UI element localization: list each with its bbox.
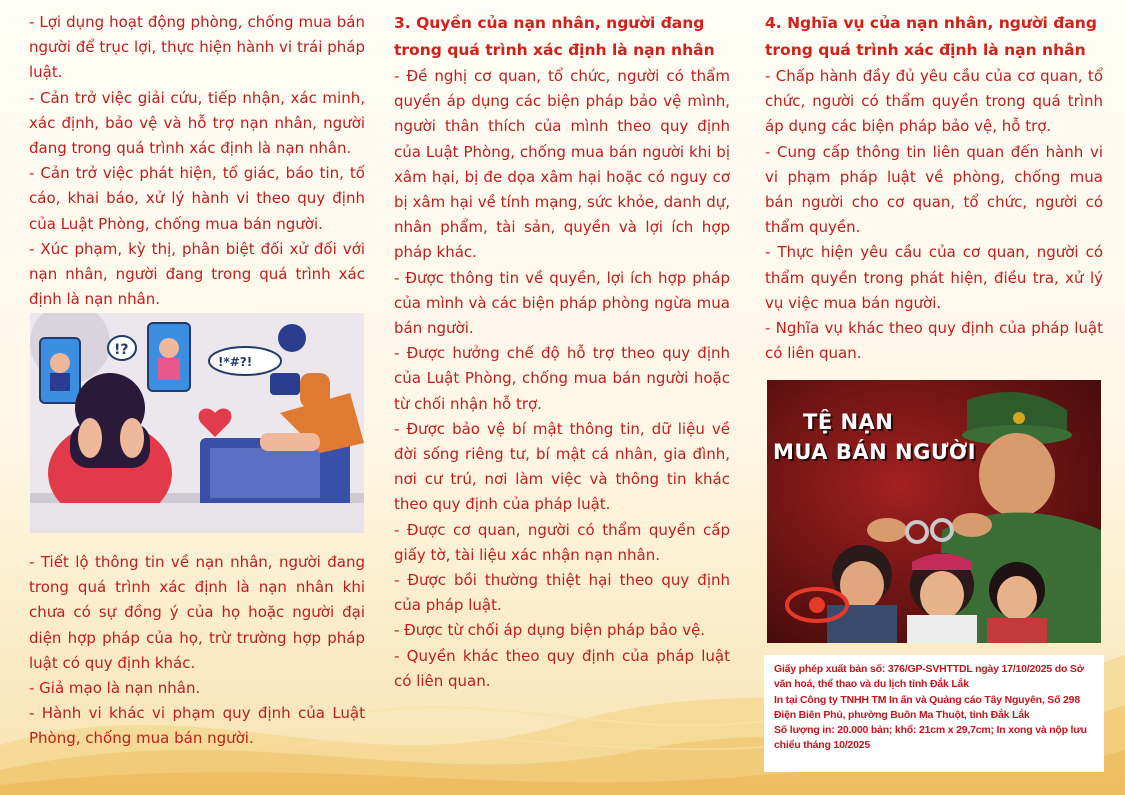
publication-license-box (764, 655, 1104, 772)
paragraph: - Được từ chối áp dụng biện pháp bảo vệ. (394, 621, 706, 640)
poster-title-line2: MUA BÁN NGƯỜI (773, 440, 977, 464)
paragraph: - Nghĩa vụ khác theo quy định của pháp luật có liên quan. (765, 319, 1103, 363)
section-heading-obligations: 4. Nghĩa vụ của nạn nhân, người đang trong quá trình xác định là nạn nhân (765, 14, 1097, 59)
license-line: Giấy phép xuất bản số: 376/GP-SVHTTDL ngày 17/10/2025 do Sở văn hoá, thể thao và du lịch tỉnh Đắk Lắk (774, 663, 1084, 691)
cyberbullying-illustration (30, 313, 364, 533)
human-trafficking-poster (767, 380, 1101, 643)
paragraph: - Lợi dụng hoạt động phòng, chống mua bán người để trục lợi, thực hiện hành vi trái pháp luật. (29, 13, 365, 82)
paragraph: - Giả mạo là nạn nhân. (29, 679, 201, 698)
column-prohibited-acts-continued (29, 550, 365, 752)
paragraph: - Đề nghị cơ quan, tổ chức, người có thẩm quyền áp dụng các biện pháp bảo vệ mình, người thân thích của mình theo quy định của Luật Phòng, chống mua bán người khi bị xâm hại, bị đe dọa xâm hại hoặc có nguy cơ bị xâm hại về tính mạng, sức khỏe, danh dự, nhân phẩm, tài sản, quyền và lợi ích hợp pháp khác. (394, 67, 730, 262)
paragraph: - Cản trở việc phát hiện, tố giác, báo tin, tố cáo, khai báo, xử lý hành vi theo quy định của Luật Phòng, chống mua bán người. (29, 164, 365, 233)
svg-text:!?: !? (114, 342, 129, 358)
column-victim-obligations (765, 10, 1103, 366)
paragraph: - Quyền khác theo quy định của pháp luật có liên quan. (394, 646, 730, 690)
section-heading-rights: 3. Quyền của nạn nhân, người đang trong quá trình xác định là nạn nhân (394, 14, 715, 59)
poster-title-line1: TỆ NẠN (803, 410, 894, 434)
paragraph: - Hành vi khác vi phạm quy định của Luật Phòng, chống mua bán người. (29, 704, 365, 748)
column-victim-rights (394, 10, 730, 694)
paragraph: - Chấp hành đầy đủ yêu cầu của cơ quan, tổ chức, người có thẩm quyền trong quá trình áp dụng các biện pháp bảo vệ, hỗ trợ. (765, 67, 1103, 136)
paragraph: - Được thông tin về quyền, lợi ích hợp pháp của mình và các biện pháp phòng ngừa mua bán người. (394, 268, 730, 338)
swear-text: !*#?! (218, 355, 253, 369)
paragraph: - Thực hiện yêu cầu của cơ quan, người có thẩm quyền trong phát hiện, điều tra, xử lý vụ việc mua bán người. (765, 243, 1103, 312)
paragraph: - Tiết lộ thông tin về nạn nhân, người đang trong quá trình xác định là nạn nhân khi chưa có sự đồng ý của họ hoặc người đại diện hợp pháp của họ, trừ trường hợp pháp luật có quy định khác. (29, 553, 365, 672)
paragraph: - Cung cấp thông tin liên quan đến hành vi vi phạm pháp luật về phòng, chống mua bán người cho cơ quan, tổ chức, người có thẩm quyền. (765, 142, 1103, 237)
paragraph: - Được cơ quan, người có thẩm quyền cấp giấy tờ, tài liệu xác nhận nạn nhân. (394, 520, 730, 564)
license-line: Số lượng in: 20.000 bản; khổ: 21cm x 29,7cm; In xong và nộp lưu chiểu tháng 10/2025 (774, 724, 1087, 752)
paragraph: - Được bảo vệ bí mật thông tin, dữ liệu về đời sống riêng tư, bí mật cá nhân, gia đình, nơi cư trú, nơi làm việc và thông tin khác theo quy định của pháp luật. (394, 419, 730, 514)
paragraph: - Xúc phạm, kỳ thị, phân biệt đối xử đối với nạn nhân, người đang trong quá trình xác định là nạn nhân. (29, 239, 365, 309)
paragraph: - Cản trở việc giải cứu, tiếp nhận, xác minh, xác định, bảo vệ và hỗ trợ nạn nhân, người đang trong quá trình xác định là nạn nhân. (29, 88, 365, 158)
paragraph: - Được hưởng chế độ hỗ trợ theo quy định của Luật Phòng, chống mua bán người hoặc từ chối nhận hỗ trợ. (394, 344, 730, 413)
column-prohibited-acts (29, 10, 365, 312)
license-line: In tại Công ty TNHH TM In ấn và Quảng cáo Tây Nguyên, Số 298 Điện Biên Phủ, phường Buôn Ma Thuột, tỉnh Đắk Lắk (774, 693, 1080, 721)
paragraph: - Được bồi thường thiệt hại theo quy định của pháp luật. (394, 571, 730, 615)
